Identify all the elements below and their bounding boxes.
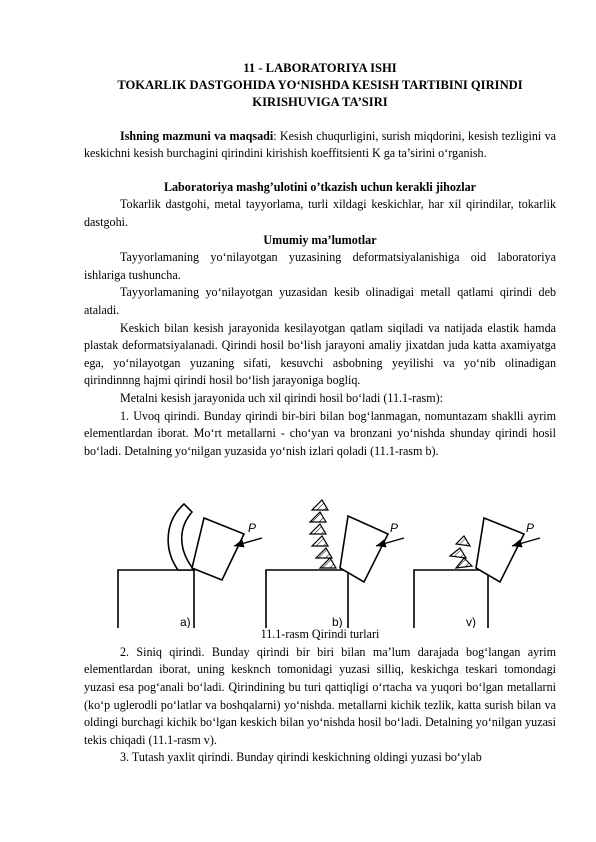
equipment-paragraph: Tokarlik dastgohi, metal tayyorlama, turli xildagi keskichlar, har xil qirindilar, tokarlik dastgohi. xyxy=(84,197,556,229)
paragraph: Metalni kesish jarayonida uch xil qirindi hosil bo‘ladi (11.1-rasm): xyxy=(120,390,443,405)
force-label: P xyxy=(390,521,399,536)
panel-label-a: a) xyxy=(180,615,191,629)
paragraph: Tayyorlamaning yo‘nilayotgan yuzasining deformatsiyalanishiga oid laboratoriya ishlariga tushuncha. xyxy=(84,250,556,282)
panel-label-b: b) xyxy=(332,615,343,629)
force-label: P xyxy=(526,521,535,536)
cutting-tool xyxy=(340,516,388,582)
document-page xyxy=(84,60,556,767)
paragraph: 1. Uvoq qirindi. Bunday qirindi bir-biri bilan bog‘lanmagan, nomuntazam shaklli ayrim elementlardan iborat. Mo‘rt metallarni - cho‘yan va bronzani yo‘nishda shunday qirindi hosil bo‘ladi. Detalning yo‘nilgan yuzasida yo‘nish izlari qoladi (11.1-rasm b). xyxy=(84,408,556,458)
chip-shape xyxy=(168,504,194,570)
cutting-tool xyxy=(192,518,244,580)
paragraph: 3. Tutash yaxlit qirindi. Bunday qirindi keskichning oldingi yuzasi bo‘ylab xyxy=(120,750,482,765)
paragraph: Keskich bilan kesish jarayonida kesilayotgan qatlam siqiladi va natijada elastik hamda plastak deformatsiyalanadi. Qirindi hosil bo‘lish jarayoni amaliy jixatdan juda katta axamiyatga ega, yo‘nilayotgan yuzaning sifati, kesuvchi asbobning yeyilishi va yo‘nib olinadigan qirindinnng hajmi qirindi hosil bo‘lish jarayoniga bogliq. xyxy=(84,320,556,388)
panel-v-discontinuous-chip xyxy=(414,518,540,628)
cutting-tool xyxy=(476,518,524,582)
panel-a-continuous-chip xyxy=(118,504,262,628)
panel-b-element-chip xyxy=(266,500,404,628)
page-title-line-1: 11 - LABORATORIYA ISHI xyxy=(243,61,397,75)
equipment-heading: Laboratoriya mashg’ulotini o’tkazish uchun kerakli jihozlar xyxy=(163,179,477,194)
purpose-text: : Kesish chuqurligini, surish miqdorini, kesish tezligini va keskichni kesish burchagini qirindini kirishish koeffitsienti K ga ta’sirini o‘rganish. xyxy=(84,128,556,161)
paragraph: Tayyorlamaning yo‘nilayotgan yuzasidan kesib olinadigai metall qatlami qirindi deb ataladi. xyxy=(84,285,556,317)
chip-types-figure xyxy=(84,488,556,644)
purpose-paragraph xyxy=(84,128,556,163)
figure-caption: 11.1-rasm Qirindi turlari xyxy=(260,627,380,642)
force-label: P xyxy=(248,521,257,536)
general-heading: Umumiy ma’lumotlar xyxy=(263,232,377,247)
chip-fragments xyxy=(450,536,472,568)
panel-label-v: v) xyxy=(466,615,476,629)
purpose-label: Ishning mazmuni va maqsadi xyxy=(120,128,274,143)
page-title-line-2: TOKARLIK DASTGOHIDA YO‘NISHDA KESISH TARTIBINI QIRINDI KIRISHUVIGA TA’SIRI xyxy=(117,78,523,110)
chip-types-diagram xyxy=(84,488,556,628)
paragraph: 2. Siniq qirindi. Bunday qirindi bir biri bilan ma’lum darajada bog‘langan ayrim elementlardan iborat, uning kesknch tomonidagi yuzasi silliq, keskichga teskari tomondagi yuzasi esa pog‘anali bo‘ladi. Qirindining bu turi qattiqligi o‘rtacha va yuqori bo‘lgan metallarni (ko‘p uglerodli po‘latlar va boshqalarni) yo‘nishda. metallarni kichik tezlik, katta surish bilan va oldingi burchagi kichik bo‘lgan keskich bilan yo‘nishda hosil bo‘ladi. Detalning yo‘nilgan yuzasi tekis chiqadi (11.1-rasm v). xyxy=(84,644,556,747)
chip-segments xyxy=(310,500,336,568)
